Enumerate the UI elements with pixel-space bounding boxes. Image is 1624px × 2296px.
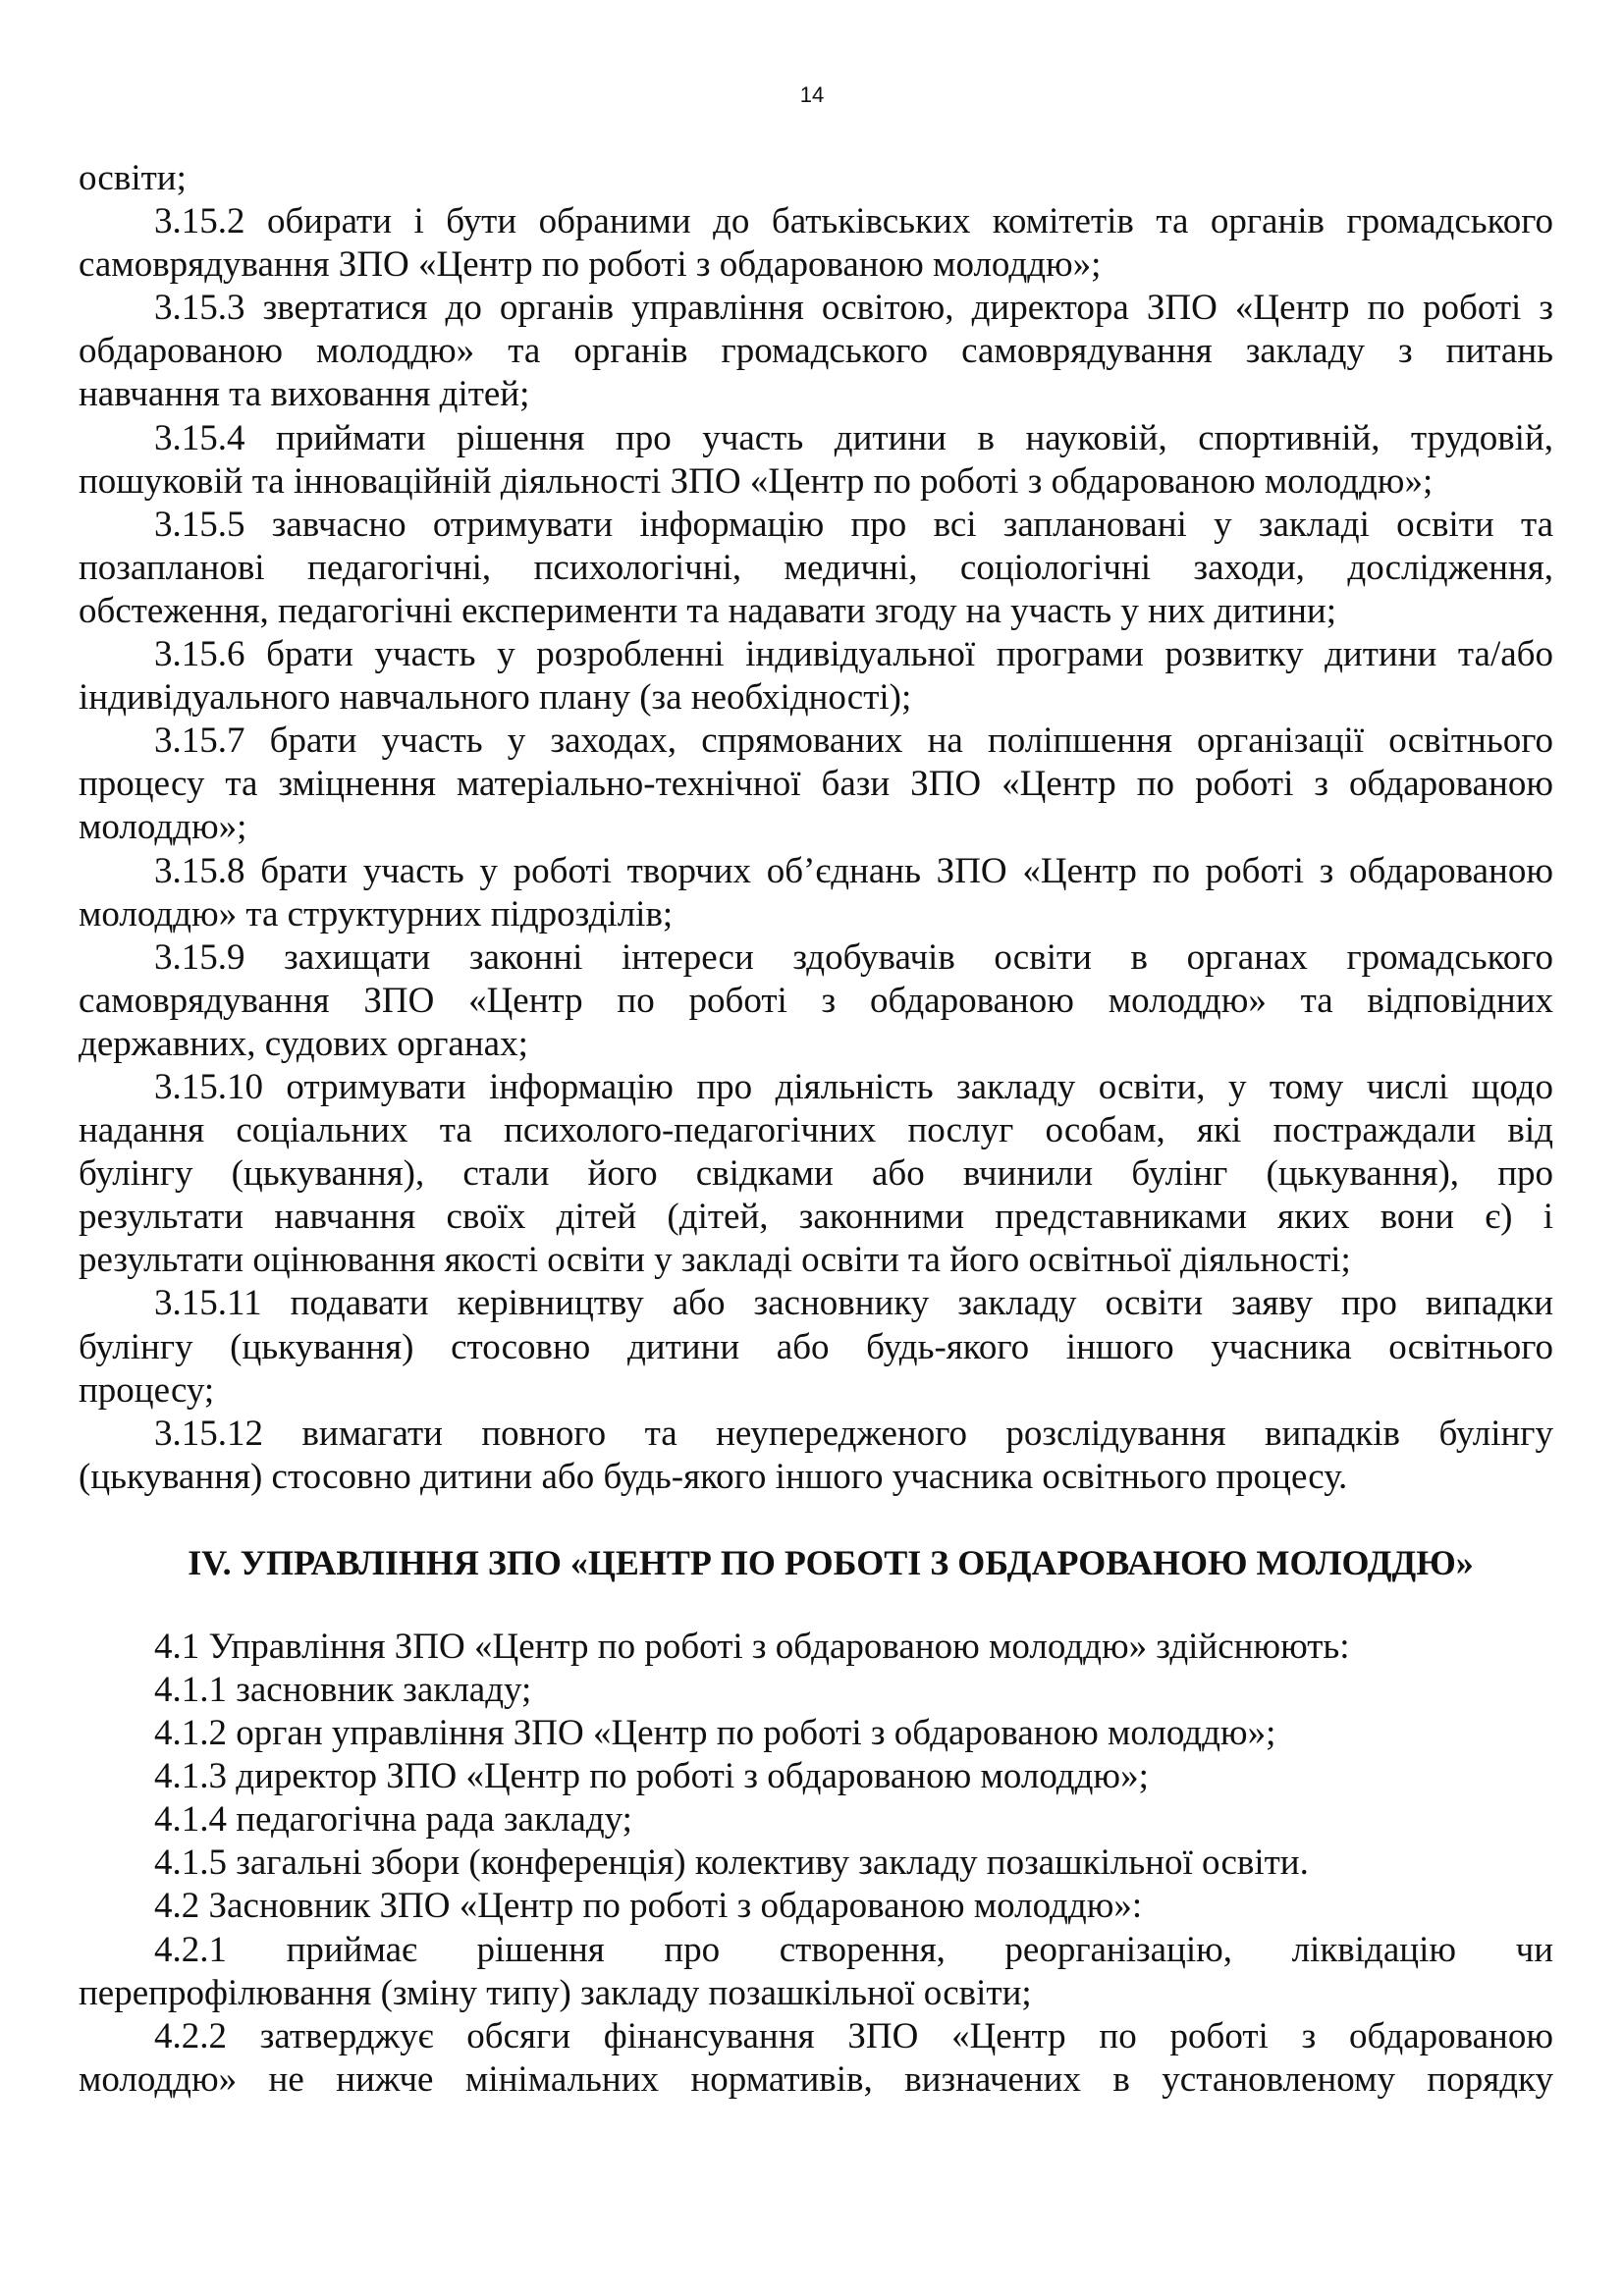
text-line: навчання та виховання дітей; <box>79 374 530 415</box>
text-line: 3.15.4 приймати рішення про участь дитини в науковій, спортивній, трудовій, <box>154 417 1553 458</box>
text-line: процесу; <box>79 1369 215 1411</box>
text-line: процесу та зміцнення матеріально-технічної бази ЗПО «Центр по роботі з обдарованою <box>79 764 1553 805</box>
text-line: булінгу (цькування) стосовно дитини або будь-якого іншого учасника освітнього <box>79 1326 1553 1367</box>
text-line: пошуковій та інноваційній діяльності ЗПО «Центр по роботі з обдарованою молоддю»; <box>79 460 1434 502</box>
text-line: 3.15.5 завчасно отримувати інформацію про всі заплановані у закладі освіти та <box>154 504 1553 545</box>
text-line: 3.15.9 захищати законні інтереси здобувачів освіти в органах громадського <box>154 936 1553 978</box>
text-line: 3.15.12 вимагати повного та неупередженого розслідування випадків булінгу <box>154 1413 1553 1454</box>
document-body <box>79 157 1553 2102</box>
rights-list-continued <box>79 157 1553 1499</box>
text-line: 4.2 Засновник ЗПО «Центр по роботі з обдарованою молоддю»: <box>154 1886 1143 1927</box>
text-line: самоврядування ЗПО «Центр по роботі з обдарованою молоддю»; <box>79 244 1102 286</box>
text-line: 4.2.1 приймає рішення про створення, реорганізацію, ліквідацію чи <box>154 1929 1553 1970</box>
text-line: надання соціальних та психолого-педагогічних послуг особам, які постраждали від <box>79 1110 1553 1151</box>
text-line: освіти; <box>79 158 187 198</box>
text-line: 4.1.5 загальні збори (конференція) колективу закладу позашкільної освіти. <box>154 1842 1309 1884</box>
text-line: позапланові педагогічні, психологічні, медичні, соціологічні заходи, дослідження, <box>79 547 1553 588</box>
text-line: 3.15.6 брати участь у розробленні індивідуальної програми розвитку дитини та/або <box>154 634 1553 675</box>
text-line: (цькування) стосовно дитини або будь-якого іншого учасника освітнього процесу. <box>79 1456 1348 1497</box>
text-line: 3.15.8 брати участь у роботі творчих об’єднань ЗПО «Центр по роботі з обдарованою <box>154 850 1553 891</box>
text-line: індивідуального навчального плану (за необхідності); <box>79 677 912 719</box>
text-line: 3.15.3 звертатися до органів управління освітою, директора ЗПО «Центр по роботі з <box>154 288 1553 329</box>
text-line: 4.1 Управління ЗПО «Центр по роботі з обдарованою молоддю» здійснюють: <box>154 1626 1350 1667</box>
text-line: 3.15.7 брати участь у заходах, спрямованих на поліпшення організації освітнього <box>154 721 1553 762</box>
text-line: 4.2.2 затверджує обсяги фінансування ЗПО «Центр по роботі з обдарованою <box>154 2015 1553 2056</box>
text-line: результати оцінювання якості освіти у закладі освіти та його освітньої діяльності; <box>79 1240 1351 1281</box>
text-line: 3.15.11 подавати керівництву або засновнику закладу освіти заяву про випадки <box>154 1283 1553 1324</box>
text-line: 4.1.1 засновник закладу; <box>154 1670 532 1710</box>
text-line: обдарованою молоддю» та органів громадського самоврядування закладу з питань <box>79 331 1553 372</box>
text-line: молоддю» та структурних підрозділів; <box>79 893 674 934</box>
text-line: державних, судових органах; <box>79 1023 528 1064</box>
text-line: 4.1.4 педагогічна рада закладу; <box>154 1799 632 1841</box>
page-number: 14 <box>799 82 825 107</box>
text-line: 3.15.2 обирати і бути обраними до батьківських комітетів та органів громадського <box>154 201 1553 242</box>
text-line: молоддю» не нижче мінімальних нормативів, визначених в установленому порядку <box>79 2058 1553 2100</box>
text-line: 4.1.2 орган управління ЗПО «Центр по роботі з обдарованою молоддю»; <box>154 1713 1276 1754</box>
text-line: булінгу (цькування), стали його свідками або вчинили булінг (цькування), про <box>79 1153 1553 1195</box>
management-section-text <box>79 1626 1553 2102</box>
section-heading: IV. УПРАВЛІННЯ ЗПО «ЦЕНТР ПО РОБОТІ З ОБДАРОВАНОЮ МОЛОДДЮ» <box>188 1542 1474 1582</box>
text-line: обстеження, педагогічні експерименти та надавати згоду на участь у них дитини; <box>79 590 1336 631</box>
text-line: результати навчання своїх дітей (дітей, законними представниками яких вони є) і <box>79 1197 1553 1238</box>
text-line: молоддю»; <box>79 807 247 848</box>
text-line: самоврядування ЗПО «Центр по роботі з обдарованою молоддю» та відповідних <box>79 980 1553 1021</box>
text-line: 4.1.3 директор ЗПО «Центр по роботі з обдарованою молоддю»; <box>154 1756 1149 1797</box>
text-line: перепрофілювання (зміну типу) закладу позашкільної освіти; <box>79 1972 1032 2013</box>
text-line: 3.15.10 отримувати інформацію про діяльність закладу освіти, у тому числі щодо <box>154 1066 1553 1107</box>
